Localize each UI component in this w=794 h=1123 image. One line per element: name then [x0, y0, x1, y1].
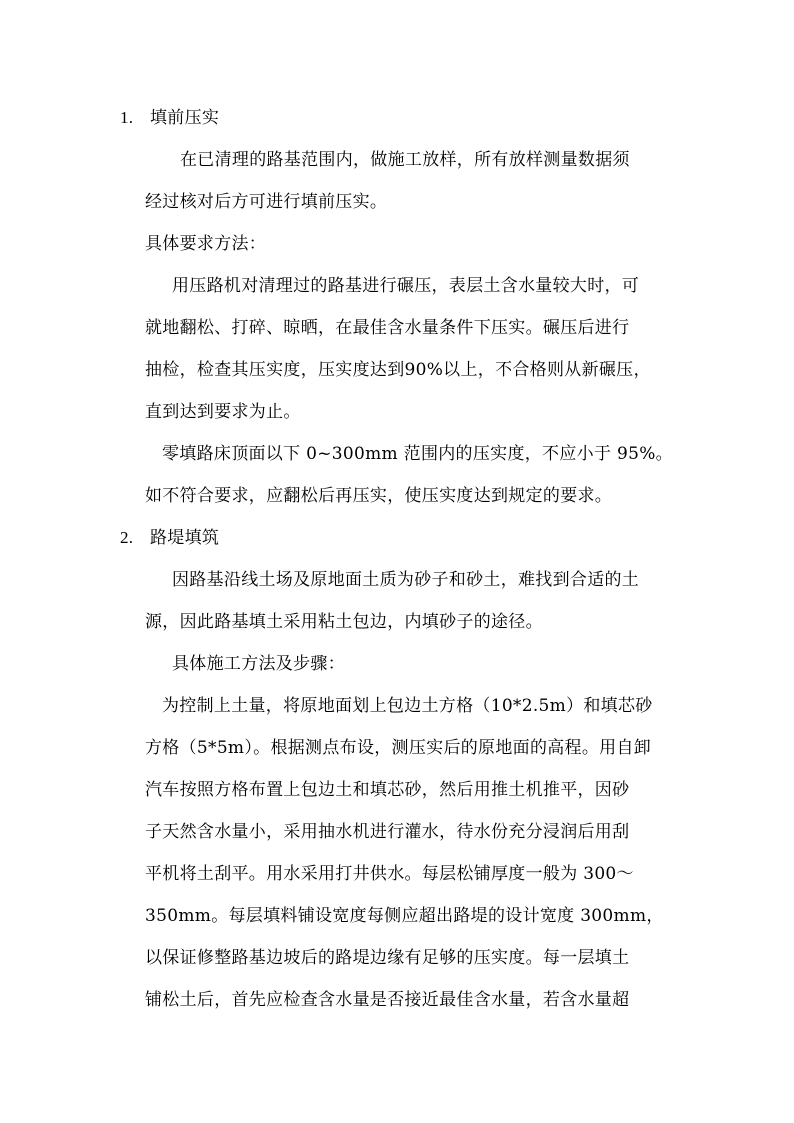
paragraph-line: 铺松土后，首先应检查含水量是否接近最佳含水量，若含水量超 [145, 990, 630, 1010]
section-1-heading [120, 108, 219, 128]
paragraph-line: 源，因此路基填土采用粘土包边，内填砂子的途径。 [145, 612, 543, 632]
section-2-number: 2. [120, 528, 134, 547]
paragraph-line: 汽车按照方格布置上包边土和填芯砂，然后用推土机推平，因砂 [145, 780, 630, 800]
paragraph-line: 具体要求方法： [145, 234, 267, 254]
paragraph-line: 因路基沿线土场及原地面土质为砂子和砂土，难找到合适的土 [172, 570, 640, 590]
paragraph-line: 抽检，检查其压实度，压实度达到90%以上，不合格则从新碾压， [145, 360, 651, 380]
paragraph-line: 如不符合要求，应翻松后再压实，使压实度达到规定的要求。 [145, 486, 613, 506]
paragraph-line: 直到达到要求为止。 [145, 402, 301, 422]
section-2-heading [120, 528, 219, 548]
paragraph-line: 零填路床顶面以下 0~300mm 范围内的压实度，不应小于 95%。 [162, 444, 673, 464]
section-2-title: 路堤填筑 [150, 528, 220, 548]
paragraph-line: 具体施工方法及步骤： [172, 654, 345, 674]
paragraph-line: 用压路机对清理过的路基进行碾压，表层土含水量较大时，可 [172, 276, 640, 296]
section-1-number: 1. [120, 108, 134, 127]
paragraph-line: 经过核对后方可进行填前压实。 [145, 192, 388, 212]
paragraph-line: 就地翻松、打碎、晾晒，在最佳含水量条件下压实。碾压后进行 [145, 318, 630, 338]
paragraph-line: 子天然含水量小，采用抽水机进行灌水，待水份充分浸润后用刮 [145, 822, 630, 842]
paragraph-line: 以保证修整路基边坡后的路堤边缘有足够的压实度。每一层填土 [145, 948, 630, 968]
paragraph-line: 平机将土刮平。用水采用打井供水。每层松铺厚度一般为 300～ [145, 864, 634, 884]
paragraph-line: 为控制上土量，将原地面划上包边土方格（10*2.5m）和填芯砂 [162, 696, 653, 716]
paragraph-line: 350mm。每层填料铺设宽度每侧应超出路堤的设计宽度 300mm， [145, 906, 664, 926]
section-1-title: 填前压实 [150, 108, 220, 128]
paragraph-line: 在已清理的路基范围内，做施工放样，所有放样测量数据须 [180, 150, 630, 170]
paragraph-line: 方格（5*5m）。根据测点布设，测压实后的原地面的高程。用自卸 [145, 738, 652, 758]
